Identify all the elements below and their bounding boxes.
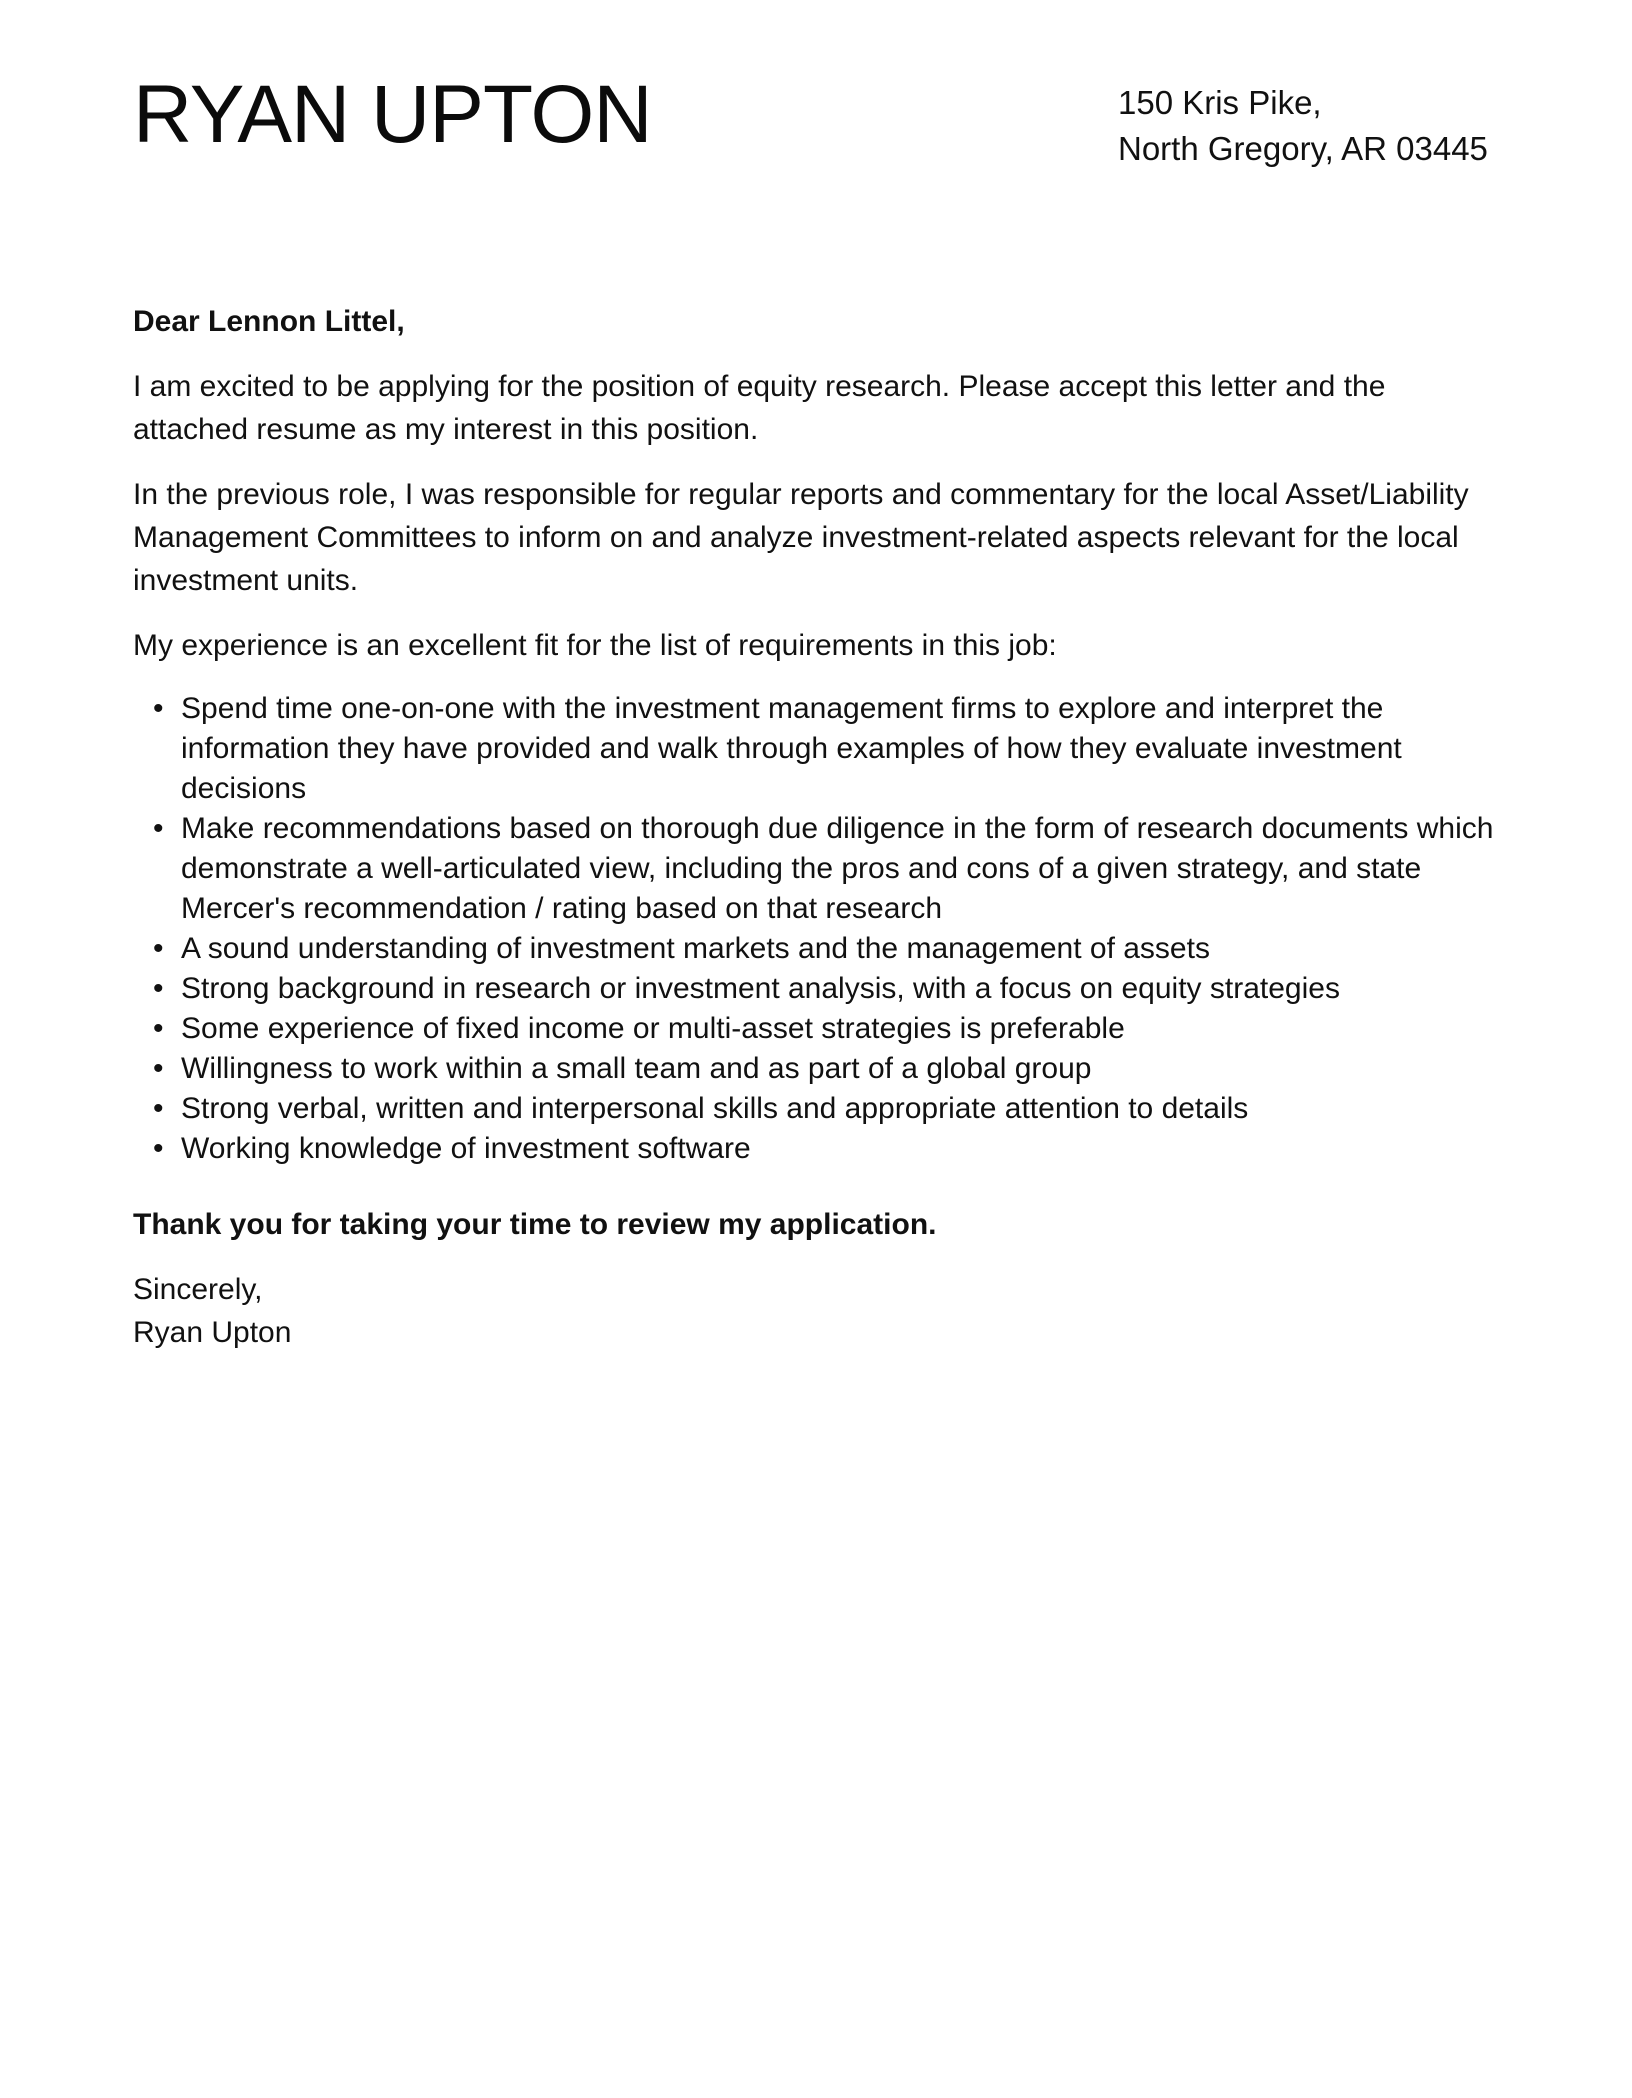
list-item bbox=[153, 1129, 1505, 1169]
signoff-block bbox=[133, 1268, 1505, 1354]
applicant-name: RYAN UPTON bbox=[133, 69, 652, 160]
salutation: Dear Lennon Littel, bbox=[133, 305, 405, 338]
list-item bbox=[153, 1089, 1505, 1129]
bullet-icon: • bbox=[153, 1092, 164, 1125]
letter-body bbox=[133, 300, 1505, 1354]
bullet-icon: • bbox=[153, 692, 164, 725]
bullet-icon: • bbox=[153, 1132, 164, 1165]
bullet-icon: • bbox=[153, 1052, 164, 1085]
bullet-icon: • bbox=[153, 972, 164, 1005]
requirements-intro: My experience is an excellent fit for the list of requirements in this job: bbox=[133, 629, 1057, 662]
list-item-text: Willingness to work within a small team and as part of a global group bbox=[181, 1052, 1092, 1085]
bullet-icon: • bbox=[153, 1012, 164, 1045]
list-item-text: Make recommendations based on thorough due diligence in the form of research documents which demonstrate a well-articulated view, including the pros and cons of a given strategy, and state Mercer's recommendation / rating based on that research bbox=[181, 812, 1494, 925]
intro-paragraph: I am excited to be applying for the position of equity research. Please accept this letter and the attached resume as my interest in this position. bbox=[133, 370, 1386, 446]
list-item-text: Strong background in research or investment analysis, with a focus on equity strategies bbox=[181, 972, 1340, 1005]
signature-name: Ryan Upton bbox=[133, 1316, 292, 1349]
list-item bbox=[153, 1009, 1505, 1049]
closing-line: Thank you for taking your time to review my application. bbox=[133, 1208, 937, 1241]
list-item bbox=[153, 689, 1505, 809]
list-item bbox=[153, 809, 1505, 929]
list-item-text: Working knowledge of investment software bbox=[181, 1132, 751, 1165]
list-item bbox=[153, 929, 1505, 969]
address-line-1: 150 Kris Pike, bbox=[1118, 84, 1322, 121]
list-item bbox=[153, 969, 1505, 1009]
bullet-icon: • bbox=[153, 932, 164, 965]
signoff: Sincerely, bbox=[133, 1273, 263, 1306]
list-item-text: Strong verbal, written and interpersonal skills and appropriate attention to details bbox=[181, 1092, 1249, 1125]
bullet-icon: • bbox=[153, 812, 164, 845]
list-item-text: Spend time one-on-one with the investment management firms to explore and interpret the information they have provided and walk through examples of how they evaluate investment decisions bbox=[181, 692, 1402, 805]
address-line-2: North Gregory, AR 03445 bbox=[1118, 130, 1488, 167]
experience-paragraph: In the previous role, I was responsible for regular reports and commentary for the local Asset/Liability Management Committees to inform on and analyze investment-related aspects relevant for the local investment units. bbox=[133, 478, 1469, 597]
list-item-text: Some experience of fixed income or multi-asset strategies is preferable bbox=[181, 1012, 1125, 1045]
requirements-list bbox=[133, 689, 1505, 1169]
list-item-text: A sound understanding of investment markets and the management of assets bbox=[181, 932, 1210, 965]
list-item bbox=[153, 1049, 1505, 1089]
applicant-address bbox=[1118, 80, 1488, 172]
